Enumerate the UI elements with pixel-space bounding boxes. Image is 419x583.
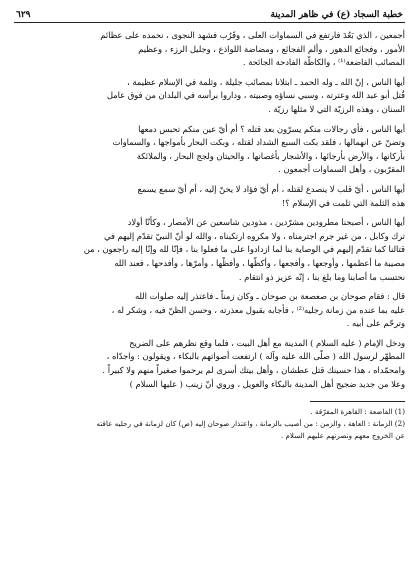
text-line: أيها الناس ، إنّ الله ـ وله الحمد ـ ابتلانا بمصائب جليلة ، وثلمة في الإسلام عظيمة ، [127,76,405,87]
paragraph [14,290,405,331]
text-line: هذه الثلمة التي ثلمت في الإسلام ؟! [281,197,405,208]
running-header [14,6,405,20]
header-title: خطبة السجاد (ع) في ظاهر المدينة [270,10,403,20]
text-line: المطهّر لرسول الله ( صلّى الله عليه وآله ) ارتفعت أصواتهم بالبكاء ، ويقولون : واجدّاه ، [106,351,405,362]
text-line: نحتسب ما أصابنا وما بلغ بنا ، إنّه عزيز ذو انتقام . [238,271,405,282]
footnote-rule [310,401,405,402]
page-number: ٦٢٩ [16,10,31,20]
paragraph [14,123,405,177]
text-line: قُتل أبو عبد الله وعترته ، وسبي نساؤه وصبيته ، وداروا برأسه في البلدان من فوق عامل [106,90,405,101]
header-rule [14,22,405,23]
paragraph [14,76,405,117]
footnote-line: (1) الفاضعة : القاهرة المفرّقة . [310,407,405,417]
paragraph [14,216,405,284]
text-line: وتضنّ عن انهمالها ، فلقد بكت السبع الشداد لقتله ، وبكت البحار بأمواجها ، والسماوات [112,137,405,148]
text-line: ودخل الإمام ( عليه السلام ) المدينة مع أهل البيت ، فلما وقع نظرهم على الضريح [129,337,405,348]
text-line: الأمور ، وفجائع الدهور ، وألم الفجائع ، ومضاضة اللواذع ، وجليل الرزء ، وعظيم [138,43,405,54]
footnote-line: عن الخروج معهم ونصرتهم عليهم السلام . [280,431,405,441]
text-line: أيها الناس ، أيّ قلب لا ينصدع لقتله ، أم أيّ فؤاد لا يحنّ إليه ، أم أيّ سمع يسمع [137,183,405,194]
body-text [14,29,405,391]
paragraph [14,183,405,210]
text-line: أجمعين ، الذي بَعُدَ فارتفع في السماوات العلى ، وقَرُب فشهد النجوى ، نحمده على عظائم [100,30,405,40]
text-line: مصيبة ما أعظمها ، وأوجعها ، وأفجعها ، وأكظّها ، وأفظّها ، وأمرّها ، وأفدحها ، فعند الله [114,257,405,268]
text-line: أيها الناس ، أصبحنا مطرودين مشرّدين ، مذودين شاسعين عن الأمصار ، وكأنّا أولاد [127,217,405,228]
text-line: وامحمّداه ، هذا حسينك قتل عطشان ، وأهل بيتك أسرى لم يرحموا صغيراً منهم ولا كبيراً . [102,365,405,376]
text-line: بأركانها ، والأرض بأرجائها ، والأشجار بأغصانها ، والحيتان ولجج البحار ، والملائكة [136,150,405,161]
paragraph [14,337,405,391]
text-line: قال : فقام صوحان بن صعصعة بن صوحان ـ وكان زمناً ـ فاعتذر إليه صلوات الله [134,291,405,302]
text-line: وترحّم على أبيه . [346,318,405,329]
text-line: قتالنا كما تقدّم إليهم في الوصاية بنا لما ازدادوا على ما فعلوا بنا ، فإنّا لله وإنّا إليه راجعون ، من [83,244,405,255]
text-line: المصائب الفاضعة⁽¹⁾ ، والكاظّة الفادحة الجائحة . [242,57,405,68]
paragraph [14,29,405,70]
footnote-line: (2) الزمانة : العاهة ، والزمن : من أصيب بالزمانة ، واعتذار صوحان إليه (ص) كان لزمانة في رجليه عاقته [96,419,405,429]
text-line: عليه بما عنده من زمانة رجليه⁽²⁾ ، فأجابه بقبول معذرته ، وحسن الظنّ فيه ، وشكر له ، [111,304,405,315]
text-line: أيها الناس ، فأي رجالات منكم يسرّون بعد قتله ؟ أم أيّ عين منكم تحبس دمعها [138,123,405,134]
text-line: ترك وكابل ، من غير جرم اجترمناه ، ولا مكروه ارتكبناه ، والله لو أنّ النبيّ تقدّم إليهم في [103,230,405,241]
footnotes [14,406,405,442]
text-line: السنان ، وهذه الرزيّة التي لا مثلها رزيّة . [268,103,405,114]
text-line: وعلا من جديد ضجيج أهل المدينة بالبكاء والعويل ، وروي أنّ زينب ( عليها السلام ) [129,378,405,389]
text-line: المقرّبون ، وأهل السماوات أجمعون . [278,164,405,175]
